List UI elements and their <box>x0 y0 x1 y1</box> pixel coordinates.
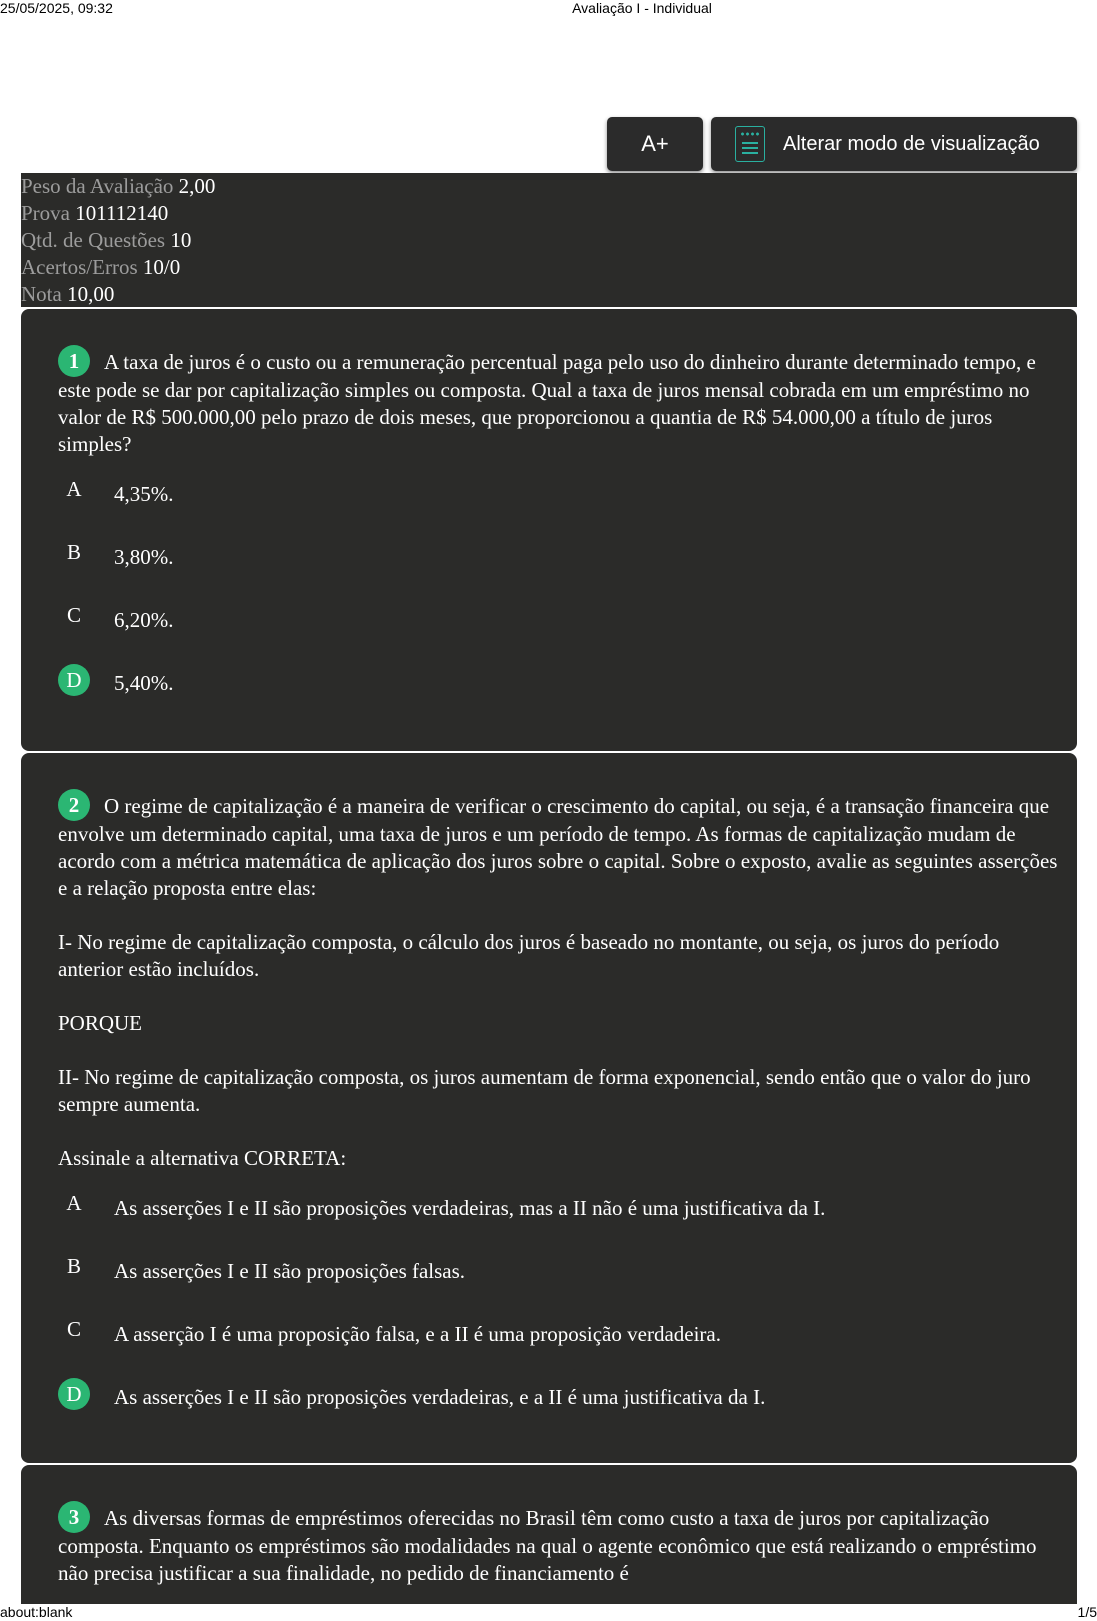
question-card-2 <box>21 753 1077 1463</box>
document-icon <box>735 126 765 162</box>
question-prompt: Assinale a alternativa CORRETA: <box>58 1146 347 1170</box>
option-text: A asserção I é uma proposição falsa, e a II é uma proposição verdadeira. <box>114 1322 721 1346</box>
info-questions-value: 10 <box>170 228 192 252</box>
option-text: As asserções I e II são proposições verdadeiras, mas a II não é uma justificativa da I. <box>114 1196 826 1220</box>
question-statement: O regime de capitalização é a maneira de verificar o crescimento do capital, ou seja, é a transação financeira que envolve um determinado capital, uma taxa de juros e um período de tempo. As formas de capitalização mudam de acordo com a métrica matemática de aplicação dos juros sobre o capital. Sobre o exposto, avalie as seguintes asserções e a relação proposta entre elas: <box>58 794 1058 900</box>
print-url: about:blank <box>0 1604 73 1620</box>
info-hits-value: 10/0 <box>142 255 181 279</box>
option-letter: C <box>66 603 81 627</box>
view-mode-button[interactable] <box>711 117 1077 171</box>
option-b[interactable] <box>58 538 1058 572</box>
info-weight-value: 2,00 <box>178 174 216 198</box>
option-text: 3,80%. <box>114 545 174 569</box>
question-statement: As diversas formas de empréstimos oferecidas no Brasil têm como custo a taxa de juros por capitalização composta. Enquanto os empréstimos são modalidades na qual o agente econômico que está realizando o empréstimo não precisa justificar a sua finalidade, no pedido de financiamento é <box>58 1506 1037 1585</box>
exam-info-panel <box>21 173 1077 307</box>
info-grade <box>21 281 1077 308</box>
view-mode-label: Alterar modo de visualização <box>783 132 1040 155</box>
option-text: 6,20%. <box>114 608 174 632</box>
question-text <box>58 789 1058 1172</box>
option-d-selected[interactable] <box>58 1378 1058 1412</box>
info-weight <box>21 173 1077 200</box>
assertion-1: I- No regime de capitalização composta, o cálculo dos juros é baseado no montante, ou seja, os juros do período anterior estão incluídos. <box>58 930 1000 981</box>
info-exam <box>21 200 1077 227</box>
info-weight-label: Peso da Avaliação <box>21 174 174 198</box>
info-questions <box>21 227 1077 254</box>
font-size-button[interactable] <box>607 117 703 171</box>
info-exam-label: Prova <box>21 201 70 225</box>
info-hits-label: Acertos/Erros <box>21 255 138 279</box>
option-text: As asserções I e II são proposições falsas. <box>114 1259 466 1283</box>
question-number-badge: 1 <box>58 345 90 377</box>
info-questions-label: Qtd. de Questões <box>21 228 166 252</box>
option-b[interactable] <box>58 1252 1058 1286</box>
option-a[interactable] <box>58 475 1058 509</box>
option-c[interactable] <box>58 601 1058 635</box>
question-number-badge: 3 <box>58 1501 90 1533</box>
option-a[interactable] <box>58 1189 1058 1223</box>
print-footer <box>0 1604 1097 1620</box>
correct-option-badge: D <box>58 1378 90 1410</box>
option-letter: B <box>66 540 81 564</box>
option-letter: A <box>66 477 82 501</box>
question-text <box>58 1501 1058 1587</box>
info-exam-value: 101112140 <box>75 201 169 225</box>
option-d-selected[interactable] <box>58 664 1058 698</box>
print-header <box>0 0 1097 16</box>
question-card-1 <box>21 309 1077 751</box>
print-page-number: 1/5 <box>1077 1604 1097 1620</box>
option-text: 5,40%. <box>114 671 174 695</box>
correct-option-badge: D <box>58 664 90 696</box>
info-grade-value: 10,00 <box>67 282 115 306</box>
info-hits <box>21 254 1077 281</box>
font-size-label: A+ <box>641 131 669 156</box>
question-card-3 <box>21 1465 1077 1604</box>
question-number-badge: 2 <box>58 789 90 821</box>
option-text: As asserções I e II são proposições verdadeiras, e a II é uma justificativa da I. <box>114 1385 766 1409</box>
question-text <box>58 345 1058 458</box>
question-statement: A taxa de juros é o custo ou a remuneração percentual paga pelo uso do dinheiro durante determinado tempo, e este pode se dar por capitalização simples ou composta. Qual a taxa de juros mensal cobrada em um empréstimo no valor de R$ 500.000,00 pelo prazo de dois meses, que proporcionou a quantia de R$ 54.000,00 a título de juros simples? <box>58 350 1036 456</box>
option-text: 4,35%. <box>114 482 174 506</box>
option-letter: C <box>66 1317 81 1341</box>
assertion-connector: PORQUE <box>58 1011 143 1035</box>
assertion-2: II- No regime de capitalização composta, os juros aumentam de forma exponencial, sendo então que o valor do juro sempre aumenta. <box>58 1065 1031 1116</box>
print-title: Avaliação I - Individual <box>572 0 712 16</box>
print-datetime: 25/05/2025, 09:32 <box>0 0 113 16</box>
option-c[interactable] <box>58 1315 1058 1349</box>
option-letter: A <box>66 1191 82 1215</box>
info-grade-label: Nota <box>21 282 62 306</box>
option-letter: B <box>66 1254 81 1278</box>
